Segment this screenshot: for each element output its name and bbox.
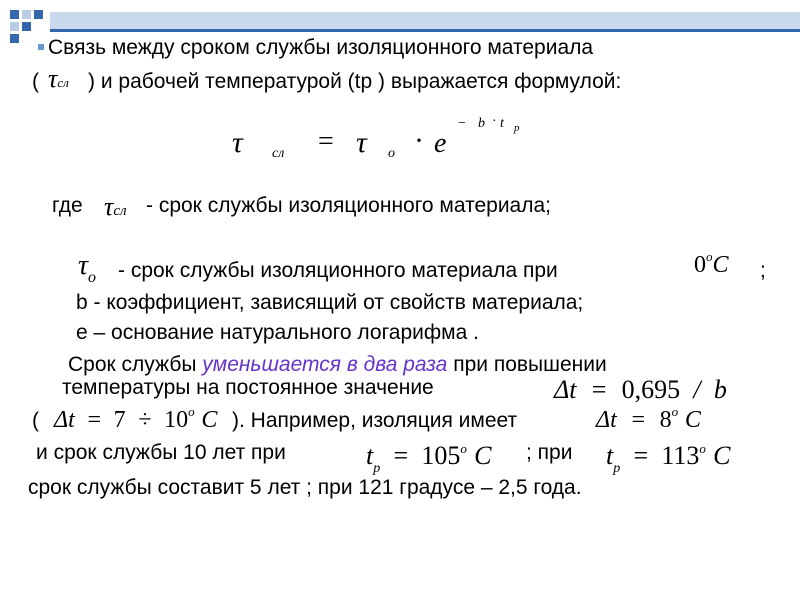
delta-t-formula: Δt = 0,695 / b (554, 375, 727, 404)
range-formula: Δt = 7 ÷ 10$^o$ C (54, 404, 218, 433)
temperature-line: температуры на постоянное значение (62, 376, 434, 399)
conclusion-line: срок службы составит 5 лет ; при 121 градусе – 2,5 года. (28, 476, 582, 499)
life-statement: Срок службы уменьшается в два раза при повышении (68, 353, 607, 376)
highlight-phrase: уменьшается в два раза (202, 353, 448, 376)
corner-square (10, 10, 19, 19)
tau-o-symbol: τo (78, 250, 97, 286)
intro-line-2: ) и рабочей температурой (tp ) выражается формулой: (88, 70, 622, 93)
bullet-icon (38, 44, 44, 50)
where-label: где (52, 194, 83, 217)
example-formula: Δt = 8$^o$ C (596, 404, 701, 433)
range-open: ( (32, 409, 39, 432)
e-definition: e – основание натурального логарифма . (76, 321, 479, 344)
intro-line-2-open: ( (32, 70, 39, 93)
corner-square (10, 22, 19, 31)
semicolon: ; (760, 259, 766, 282)
t105-formula: $t_p = 105^o$ C (366, 441, 492, 476)
where-tau-o-desc: - срок службы изоляционного материала при (118, 259, 558, 282)
corner-square (22, 22, 31, 31)
header-line-light (50, 12, 800, 30)
t113-formula: $t_p = 113^o$ C (606, 441, 731, 476)
tau-sl-symbol: τсл (48, 64, 69, 93)
corner-square (10, 34, 19, 43)
zero-degrees-formula: 0$^o$C (694, 249, 729, 278)
where-tau-sl-desc: - срок службы изоляционного материала; (146, 194, 551, 217)
corner-square (22, 10, 31, 19)
pri-text: ; при (526, 441, 573, 464)
corner-square (34, 10, 43, 19)
header-line-dark (50, 29, 800, 32)
example-text: ). Например, изоляция имеет (232, 409, 518, 432)
ten-years-text: и срок службы 10 лет при (36, 441, 286, 464)
tau-sl-symbol-where: τсл (104, 192, 127, 221)
b-definition: b - коэффициент, зависящий от свойств материала; (76, 291, 584, 314)
intro-line-1: Связь между сроком службы изоляционного материала (48, 36, 594, 59)
